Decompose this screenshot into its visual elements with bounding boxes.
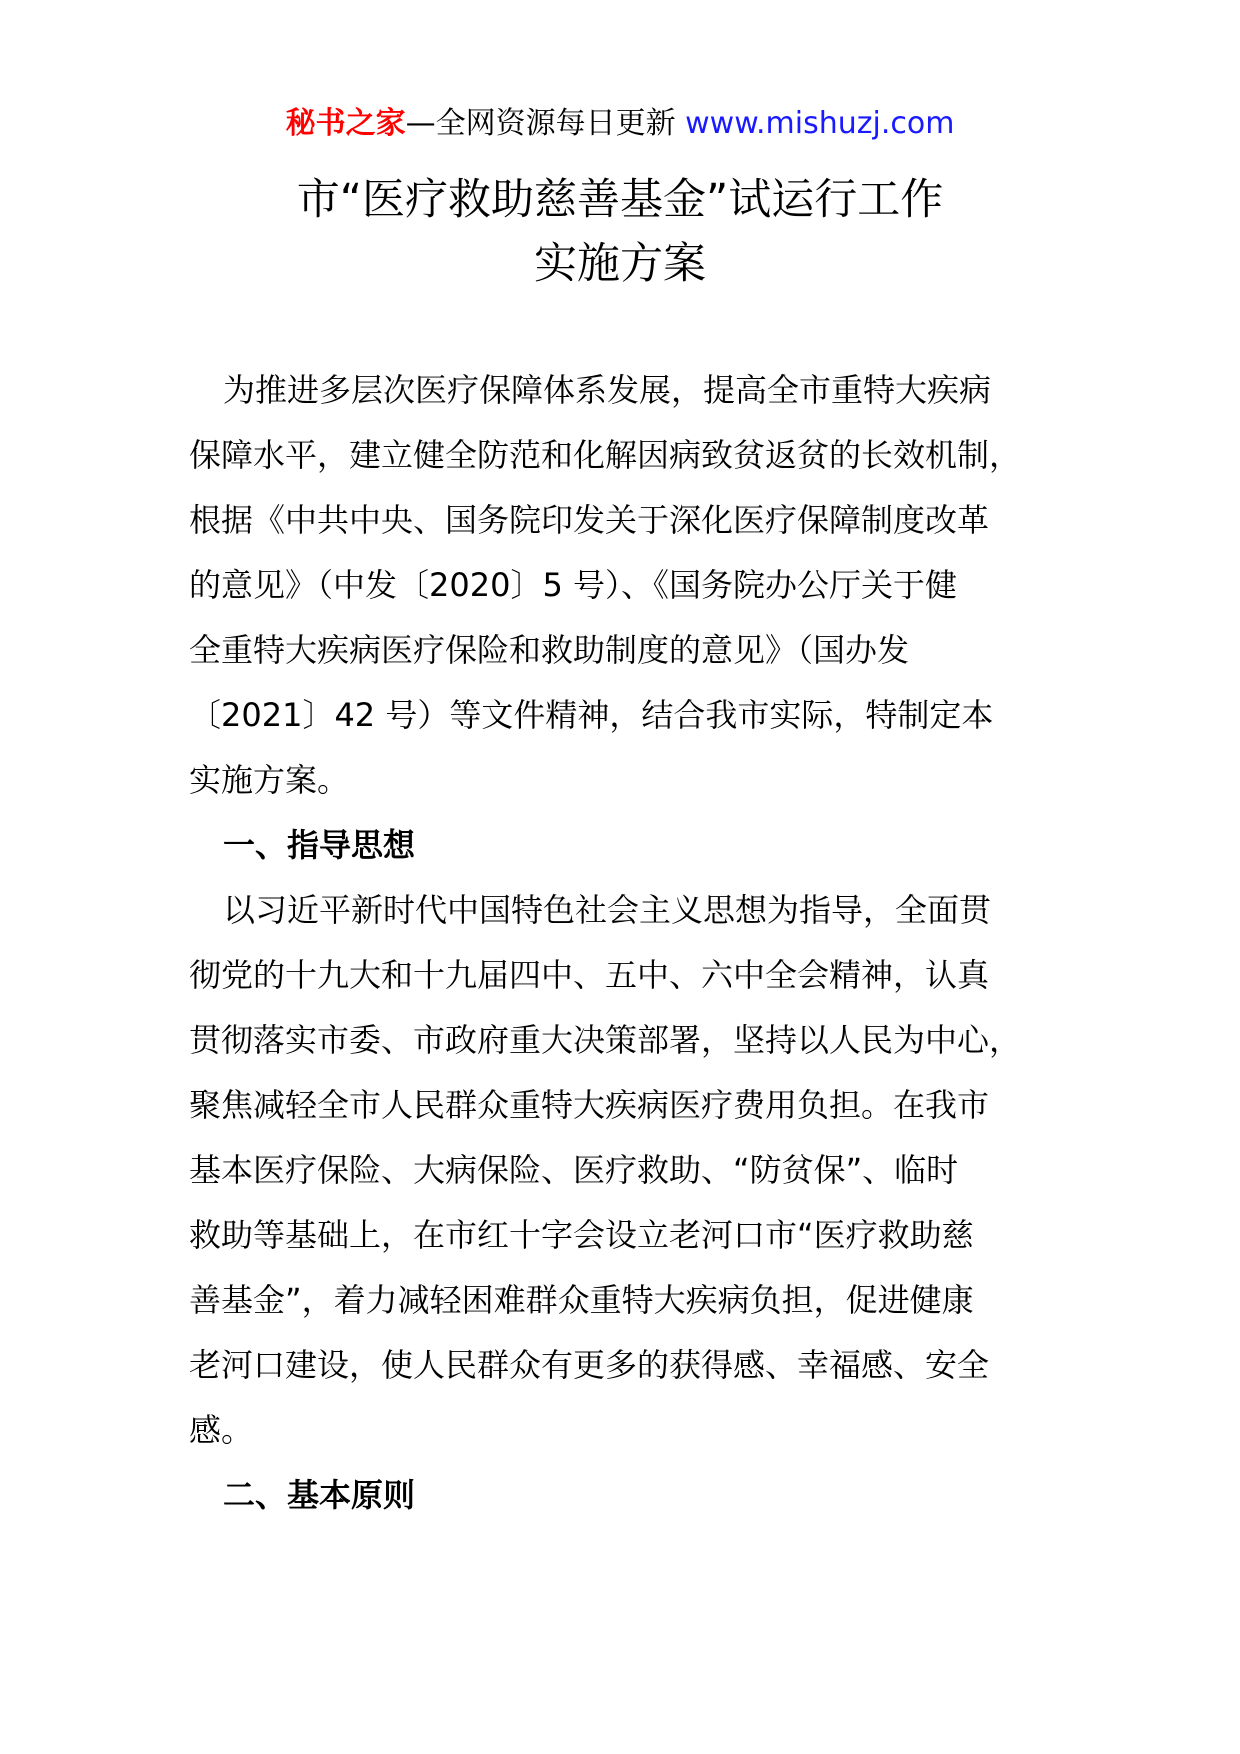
paragraph-line: 根据《中共中央、国务院印发关于深化医疗保障制度改革 bbox=[189, 501, 990, 539]
paragraph-line: 全重特大疾病医疗保险和救助制度的意见》（国办发 bbox=[189, 631, 910, 669]
paragraph-line: 聚焦减轻全市人民群众重特大疾病医疗费用负担。在我市 bbox=[189, 1086, 990, 1124]
guiding-ideology-paragraph bbox=[189, 878, 1059, 1463]
paragraph-line: 为推进多层次医疗保障体系发展，提高全市重特大疾病 bbox=[223, 371, 992, 409]
paragraph-line: 保障水平，建立健全防范和化解因病致贫返贫的长效机制， bbox=[189, 436, 1022, 474]
paragraph-line: 善基金”，着力减轻困难群众重特大疾病负担，促进健康 bbox=[189, 1281, 974, 1319]
banner-url-link[interactable]: www.mishuzj.com bbox=[685, 106, 955, 141]
intro-paragraph bbox=[189, 358, 1059, 813]
paragraph-line: 基本医疗保险、大病保险、医疗救助、“防贫保”、临时 bbox=[189, 1151, 959, 1189]
title-line-1: 市“医疗救助慈善基金”试运行工作 bbox=[296, 175, 944, 225]
brand-name: 秘书之家 bbox=[285, 106, 406, 141]
document-title bbox=[0, 168, 1240, 296]
paragraph-line: 救助等基础上，在市红十字会设立老河口市“医疗救助慈 bbox=[189, 1216, 974, 1254]
section-heading-guiding-ideology: 一、指导思想 bbox=[223, 826, 416, 864]
banner-slogan: —全网资源每日更新 bbox=[405, 106, 676, 141]
paragraph-line: 老河口建设，使人民群众有更多的获得感、幸福感、安全 bbox=[189, 1346, 990, 1384]
header-banner bbox=[0, 104, 1240, 144]
paragraph-line: 感。 bbox=[189, 1411, 254, 1449]
paragraph-line: 彻党的十九大和十九届四中、五中、六中全会精神，认真 bbox=[189, 956, 990, 994]
title-line-2: 实施方案 bbox=[534, 239, 706, 289]
paragraph-line: 实施方案。 bbox=[189, 761, 350, 799]
paragraph-line: 贯彻落实市委、市政府重大决策部署，坚持以人民为中心， bbox=[189, 1021, 1022, 1059]
section-heading-basic-principles: 二、基本原则 bbox=[223, 1476, 416, 1514]
document-body bbox=[189, 358, 1059, 1528]
paragraph-line: 以习近平新时代中国特色社会主义思想为指导，全面贯 bbox=[223, 891, 992, 929]
paragraph-line: 的意见》（中发〔2020〕5 号）、《国务院办公厅关于健 bbox=[189, 566, 957, 604]
paragraph-line: 〔2021〕42 号）等文件精神，结合我市实际，特制定本 bbox=[189, 696, 994, 734]
